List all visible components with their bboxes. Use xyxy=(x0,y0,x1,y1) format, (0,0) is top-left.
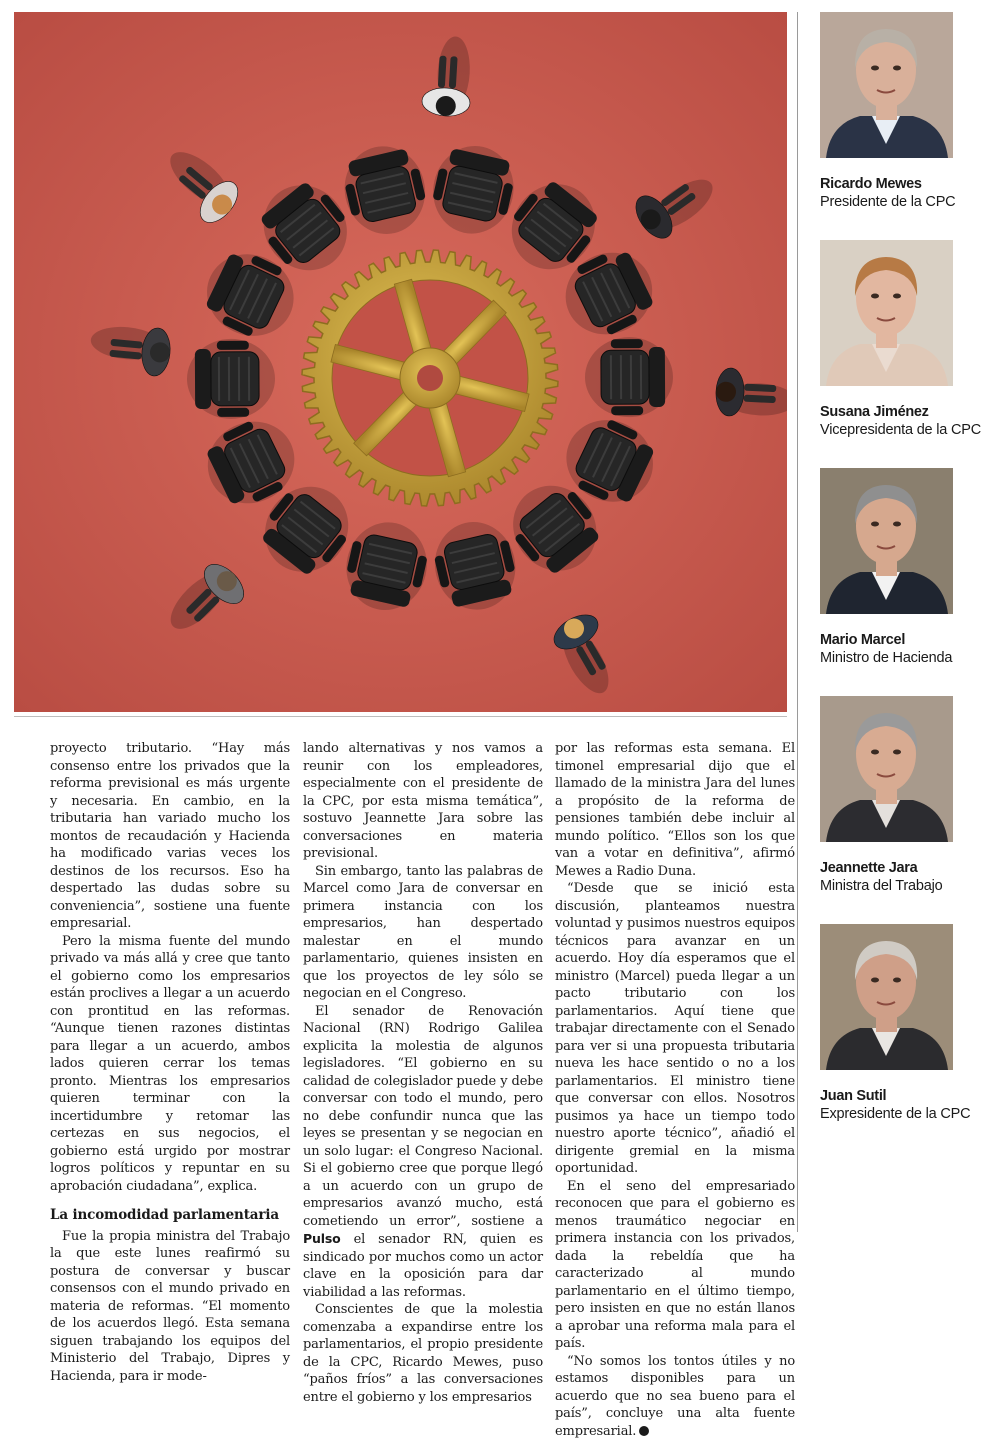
portrait-eye xyxy=(871,978,879,983)
portrait-photo xyxy=(820,468,953,614)
paragraph xyxy=(555,1353,795,1440)
illustration-svg xyxy=(14,12,787,712)
paragraph-text: “No somos los tontos útiles y no estamos disponibles para un acuerdo que no sea bueno para el país”, concluye una alta fuente empresarial. xyxy=(555,1354,795,1439)
article-column-2 xyxy=(303,740,543,1406)
profile-name: Susana Jiménez xyxy=(820,404,990,420)
article-column-1 xyxy=(50,740,290,1385)
profile-card xyxy=(820,696,990,894)
profile-role: Ministro de Hacienda xyxy=(820,650,990,666)
profile-role: Expresidente de la CPC xyxy=(820,1106,990,1122)
portrait-eye xyxy=(893,294,901,299)
paragraph xyxy=(303,1003,543,1302)
portrait-photo xyxy=(820,12,953,158)
profile-role: Ministra del Trabajo xyxy=(820,878,990,894)
paragraph: Conscientes de que la molestia comenzaba a expandirse entre los parlamentarios, el propio presidente de la CPC, Ricardo Mewes, puso “paños fríos” a las conversaciones entre el gobierno y los empresarios xyxy=(303,1301,543,1406)
office-chair xyxy=(187,339,275,419)
paragraph: lando alternativas y nos vamos a reunir con los empleadores, especialmente con el presidente de la CPC, por esta misma temática”, sostuvo Jeannette Jara sobre las conversaciones en materia previsional. xyxy=(303,740,543,863)
portrait-eye xyxy=(893,66,901,71)
paragraph: proyecto tributario. “Hay más consenso entre los privados que la reforma previsional es más urgente y necesaria. En cambio, en la tributaria han variado mucho los montos de recaudación y Hacienda ha modificado varias veces los destinos de los recursos. Eso ha despertado las dudas sobre su conveniencia”, sostiene una fuente empresarial. xyxy=(50,740,290,933)
profile-role: Presidente de la CPC xyxy=(820,194,990,210)
portrait-eye xyxy=(871,750,879,755)
portrait-eye xyxy=(871,522,879,527)
end-of-article-icon xyxy=(639,1426,649,1436)
profile-card xyxy=(820,12,990,210)
paragraph: Sin embargo, tanto las palabras de Marcel como Jara de conversar en primera instancia con los empresarios, han despertado malestar en el mundo parlamentario, quienes insisten en que los proyectos de ley sólo se negocian en el Congreso. xyxy=(303,863,543,1003)
paragraph: Fue la propia ministra del Trabajo la que este lunes reafirmó su postura de conversar y buscar consensos con el mundo privado en materia de reformas. “El momento de los acuerdos llegó. Esta semana siguen trabajando los equipos del Ministerio del Trabajo, Dipres y Hacienda, para ir mode- xyxy=(50,1228,290,1386)
profile-name: Juan Sutil xyxy=(820,1088,990,1104)
profile-card xyxy=(820,240,990,438)
paragraph: Pero la misma fuente del mundo privado va más allá y cree que tanto el gobierno como los empresarios están proclives a llegar a un acuerdo con prontitud en las reformas. “Aunque tienen razones distintas para llegar a un acuerdo, ambos lados quieren cerrar los temas pronto. Mientras los empresarios quieren terminar con la incertidumbre y retomar las certezas en sus negocios, el gobierno está urgido por mostrar logros políticos y repuntar en su aprobación ciudadana”, explica. xyxy=(50,933,290,1196)
paragraph: “Desde que se inició esta discusión, planteamos nuestra voluntad y pusimos nuestros equipos técnicos para avanzar en un acuerdo. Hoy día esperamos que el ministro (Marcel) pueda llegar a un pacto tributario con los parlamentarios. Aquí tiene que trabajar directamente con el Senado para ver si una propuesta tributaria nueva les hace sentido o no a los parlamentarios. El ministro tiene que conversar con ellos. Nosotros pusimos ya hace un tiempo todo nuestro aporte técnico”, añadió el dirigente gremial en la misma oportunidad. xyxy=(555,880,795,1178)
profile-role: Vicepresidenta de la CPC xyxy=(820,422,990,438)
portrait-eye xyxy=(871,294,879,299)
paragraph-text: El senador de Renovación Nacional (RN) Rodrigo Galilea explicita la molestia de algunos legisladores. “El gobierno en su calidad de colegislador puede y debe conversar con todo el mundo, pero no debe confundir nunca que las leyes se presentan y se negocian en un solo lugar: el Congreso Nacional. Si el gobierno cree que porque llegó a un acuerdo con un grupo de empresarios avanzó mucho, está cometiendo un error”, sostiene a xyxy=(303,1004,543,1229)
portrait-eye xyxy=(871,66,879,71)
portrait-eye xyxy=(893,750,901,755)
portrait-eye xyxy=(893,522,901,527)
paragraph-text: el senador RN, quien es sindicado por muchos como un actor clave en la oposición para dar viabilidad a las reformas. xyxy=(303,1232,543,1300)
portrait-eye xyxy=(893,978,901,983)
portrait-photo xyxy=(820,696,953,842)
profile-name: Ricardo Mewes xyxy=(820,176,990,192)
gear-hole xyxy=(417,365,443,391)
paragraph: En el seno del empresariado reconocen que para el gobierno es menos traumático negociar en primera instancia con los privados, dada la rebeldía que ha caracterizado al mundo parlamentario en el último tiempo, pero insisten en que no están llanos a aprobar una reforma mala para el país. xyxy=(555,1178,795,1353)
paragraph: por las reformas esta semana. El timonel empresarial dijo que el llamado de la ministra Jara del lunes a propósito de la reforma de pensiones también debe incluir al mundo político. “Ellos son los que van a votar en definitiva”, afirmó Mewes a Radio Duna. xyxy=(555,740,795,880)
profile-name: Jeannette Jara xyxy=(820,860,990,876)
portrait-photo xyxy=(820,924,953,1070)
column-divider xyxy=(797,12,798,1232)
section-heading: La incomodidad parlamentaria xyxy=(50,1207,290,1225)
profile-card xyxy=(820,468,990,666)
office-chair xyxy=(585,337,673,417)
pulso-brand: Pulso xyxy=(303,1231,341,1246)
portrait-photo xyxy=(820,240,953,386)
article-column-3 xyxy=(555,740,795,1440)
image-bottom-rule xyxy=(14,716,787,717)
profile-card xyxy=(820,924,990,1122)
gear-meeting-illustration xyxy=(14,12,787,712)
profile-name: Mario Marcel xyxy=(820,632,990,648)
